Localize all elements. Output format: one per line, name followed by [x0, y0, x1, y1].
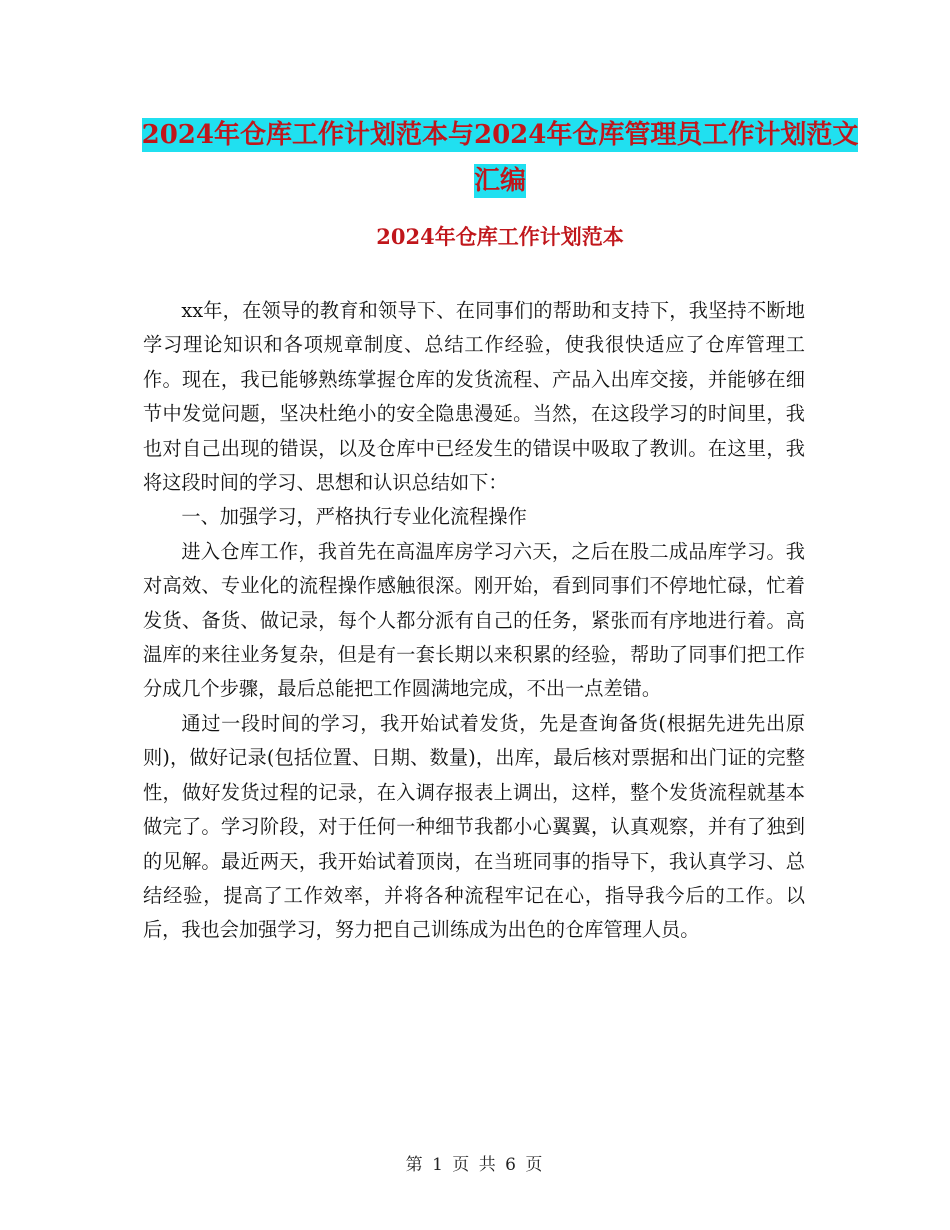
- paragraph: 进入仓库工作，我首先在高温库房学习六天，之后在股二成品库学习。我对高效、专业化的流程操作感触很深。刚开始，看到同事们不停地忙碌，忙着发货、备货、做记录，每个人都分派有自己的任务，紧张而有序地进行着。高温库的来往业务复杂，但是有一套长期以来积累的经验，帮助了同事们把工作分成几个步骤，最后总能把工作圆满地完成，不出一点差错。: [143, 539, 805, 701]
- paragraph-heading: 一、加强学习，严格执行专业化流程操作: [181, 505, 527, 529]
- body-text: [143, 294, 805, 948]
- document-title: [140, 112, 860, 204]
- paragraph: 通过一段时间的学习，我开始试着发货，先是查询备货(根据先进先出原则)，做好记录(包括位置、日期、数量)，出库，最后核对票据和出门证的完整性，做好发货过程的记录，在入调存报表上调出，这样，整个发货流程就基本做完了。学习阶段，对于任何一种细节我都小心翼翼，认真观察，并有了独到的见解。最近两天，我开始试着顶岗，在当班同事的指导下，我认真学习、总结经验，提高了工作效率，并将各种流程牢记在心，指导我今后的工作。以后，我也会加强学习，努力把自己训练成为出色的仓库管理人员。: [143, 711, 805, 942]
- document-title-text: 2024年仓库工作计划范本与2024年仓库管理员工作计划范文汇编: [141, 120, 859, 196]
- page-number-footer: 第 1 页 共 6 页: [405, 1155, 545, 1175]
- paragraph: xx年，在领导的教育和领导下、在同事们的帮助和支持下，我坚持不断地学习理论知识和各项规章制度、总结工作经验，使我很快适应了仓库管理工作。现在，我已能够熟练掌握仓库的发货流程、产品入出库交接，并能够在细节中发觉问题，坚决杜绝小的安全隐患漫延。当然，在这段学习的时间里，我也对自己出现的错误，以及仓库中已经发生的错误中吸取了教训。在这里，我将这段时间的学习、思想和认识总结如下：: [143, 299, 805, 495]
- section-title: 2024年仓库工作计划范本: [376, 224, 624, 249]
